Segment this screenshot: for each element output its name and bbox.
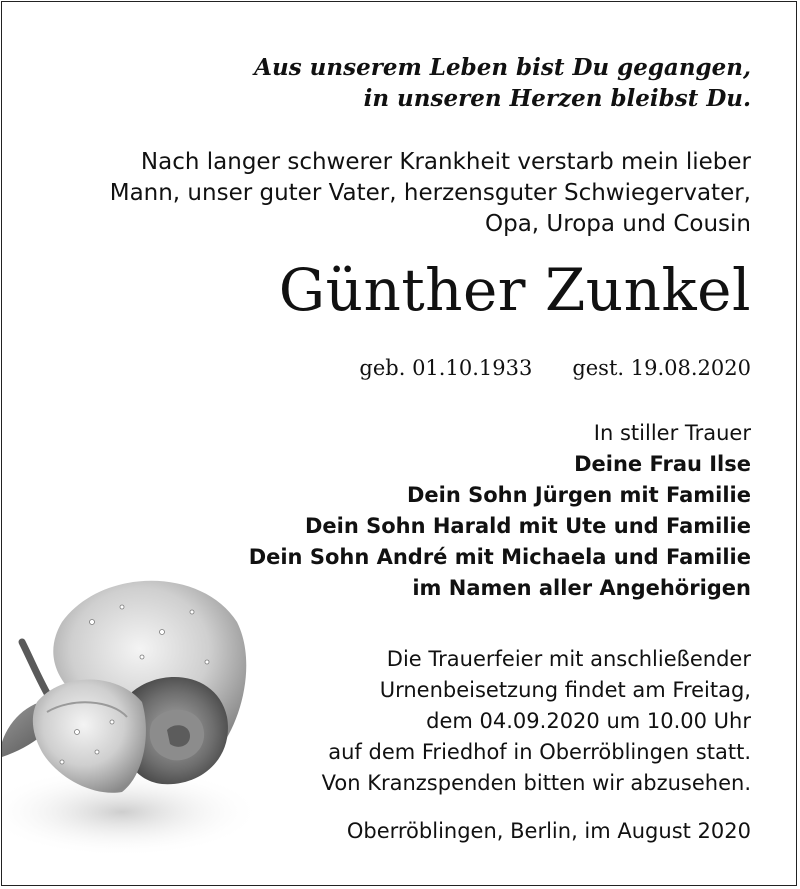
birth-date: geb. 01.10.1933 [359,356,533,380]
ceremony-info [322,644,751,799]
deceased-name: Günther Zunkel [278,256,751,324]
intro-line: Opa, Uropa und Cousin [484,211,751,237]
death-date: gest. 19.08.2020 [572,356,751,380]
intro-text [110,147,751,240]
motto [254,52,751,114]
motto-line: Aus unserem Leben bist Du gegangen, [254,54,751,81]
intro-line: Nach langer schwerer Krankheit verstarb mein lieber [140,149,751,175]
intro-line: Mann, unser guter Vater, herzensguter Schwiegervater, [109,180,751,206]
life-dates [359,353,751,383]
mourner-name: Deine Frau Ilse [574,452,751,476]
mourner-name: im Namen aller Angehörigen [412,576,751,600]
mourner-name: Dein Sohn Jürgen mit Familie [407,483,751,507]
ceremony-line: Die Trauerfeier mit anschließender [386,647,751,671]
mourner-name: Dein Sohn Harald mit Ute und Familie [304,514,751,538]
place-and-date: Oberröblingen, Berlin, im August 2020 [346,819,751,843]
ceremony-line: dem 04.09.2020 um 10.00 Uhr [426,709,751,733]
mourner-name: Dein Sohn André mit Michaela und Familie [248,545,751,569]
mourners-list [249,418,751,604]
mourners-heading: In stiller Trauer [593,421,751,445]
ceremony-line: Von Kranzspenden bitten wir abzusehen. [321,771,751,795]
rose-illustration [2,562,262,862]
motto-line: in unseren Herzen bleibst Du. [363,85,751,112]
obituary-notice [1,1,797,886]
ceremony-line: auf dem Friedhof in Oberröblingen statt. [328,740,751,764]
ceremony-line: Urnenbeisetzung findet am Freitag, [379,678,751,702]
